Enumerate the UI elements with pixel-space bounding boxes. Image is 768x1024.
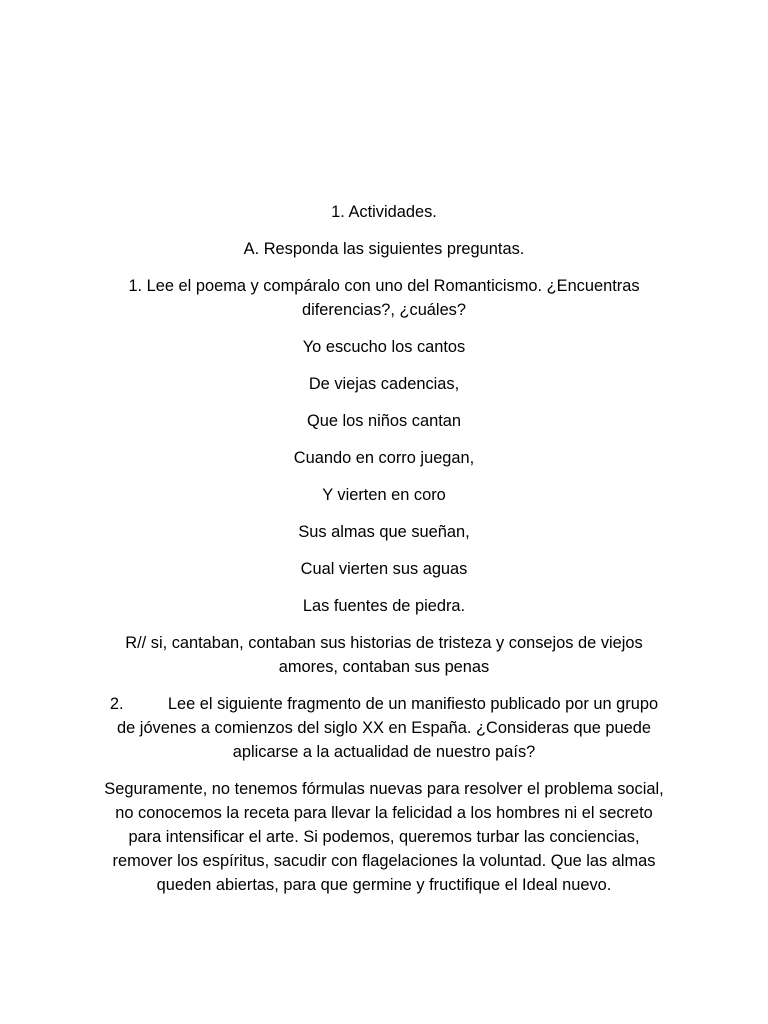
document-body [104,200,664,910]
poem-line: Y vierten en coro [322,486,446,504]
poem-line: Cuando en corro juegan, [293,449,475,467]
question-2-number: 2. [109,695,124,713]
poem-line: Que los niños cantan [307,412,461,430]
poem-line: Sus almas que sueñan, [298,523,470,541]
activities-heading: 1. Actividades. [331,203,437,221]
instructions-subheading: A. Responda las siguientes preguntas. [243,240,525,258]
question-1: 1. Lee el poema y compáralo con uno del Romanticismo. ¿Encuentras diferencias?, ¿cuáles? [128,277,640,319]
question-2-text: Lee el siguiente fragmento de un manifiesto publicado por un grupo de jóvenes a comienzos del siglo XX en España. ¿Consideras que puede aplicarse a la actualidad de nuestro país? [117,695,659,761]
poem-line: Yo escucho los cantos [302,338,466,356]
answer-1: R// si, cantaban, contaban sus historias de tristeza y consejos de viejos amores, contaban sus penas [125,634,643,676]
question-2 [104,692,664,764]
poem-line: Las fuentes de piedra. [302,597,466,615]
poem-line: Cual vierten sus aguas [300,560,468,578]
manifesto-fragment: Seguramente, no tenemos fórmulas nuevas para resolver el problema social, no conocemos la receta para llevar la felicidad a los hombres ni el secreto para intensificar el arte. Si podemos, queremos turbar las conciencias, remover los espíritus, sacudir con flagelaciones la voluntad. Que las almas queden abiertas, para que germine y fructifique el Ideal nuevo. [104,780,664,894]
poem-line: De viejas cadencias, [308,375,460,393]
